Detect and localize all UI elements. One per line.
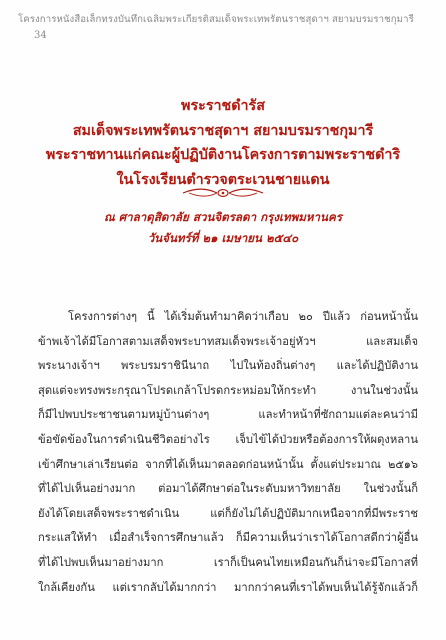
speech-venue-date [0,207,446,249]
date-line: วันจันทร์ที่ ๒๑ เมษายน ๒๕๔๐ [147,231,299,245]
title-line: ในโรงเรียนตำรวจตระเวนชายแดน [116,171,330,188]
body-line: กระแสให้ทำ เมื่อสำเร็จการศึกษาแล้ว ก็มีความเห็นว่าเราได้โอกาสดีกว่าผู้อื่น [38,531,418,545]
body-line: ข้อขัดข้องในการดำเนินชีวิตอย่างไร เจ็บไข้ได้ป่วยหรือต้องการให้ผดุงหลาน [38,432,418,446]
title-line: พระราชทานแก่คณะผู้ปฏิบัติงานโครงการตามพระราชดำริ [45,147,401,163]
speech-title [0,94,446,192]
body-line: พระนางเจ้าฯ พระบรมราชินีนาถ ไปในท้องถิ่นต่างๆ และได้ปฏิบัติงาน [38,359,418,373]
page-number: 34 [34,30,47,41]
body-line: สุดแต่จะทรงพระกรุณาโปรดเกล้าโปรดกระหม่อมให้กระทำ งานในช่วงนั้น [38,383,418,397]
body-line: ที่ได้ไปเห็นอย่างมาก ต่อมาได้ศึกษาต่อในระดับมหาวิทยาลัย ในช่วงนั้นก็ [38,482,418,496]
title-line: พระราชดำรัส [181,98,265,114]
running-header: โครงการหนังสือเล็กทรงบันทึกเฉลิมพระเกียรติสมเด็จพระเทพรัตนราชสุดาฯ สยามบรมราชกุมารี [18,14,414,25]
body-line: ที่ได้ไปพบเห็นมาอย่างมาก เราก็เป็นคนไทยเหมือนกันก็น่าจะมีโอกาสที่ [38,555,418,569]
body-line: เข้าศึกษาเล่าเรียนต่อ จากที่ได้เห็นมาตลอดก่อนหน้านั้น ตั้งแต่ประมาณ ๒๕๑๖ [38,457,418,471]
decorative-divider-ornament [181,187,265,199]
body-line: ยังได้โดยเสด็จพระราชดำเนิน แต่ก็ยังไม่ได้ปฏิบัติมากเหนือจากที่มีพระราช [38,506,418,520]
venue-line: ณ ศาลาดุสิดาลัย สวนจิตรลดา กรุงเทพมหานคร [104,210,342,224]
body-line: ใกล้เคียงกัน แต่เรากลับได้มากกว่า มากกว่าคนที่เราได้พบเห็นได้รู้จักแล้วก็ [38,580,418,594]
body-line: ก็มีไปพบประชาชนตามหมู่บ้านต่างๆ และทำหน้าที่ซักถามแต่ละคนว่ามี [38,408,418,422]
body-line: โครงการต่างๆ นี้ ได้เริ่มต้นทำมาคิดว่าเกือบ ๒๐ ปีแล้ว ก่อนหน้านั้น [68,310,418,323]
title-line: สมเด็จพระเทพรัตนราชสุดาฯ สยามบรมราชกุมารี [72,122,374,139]
body-line: ข้าพเจ้าได้มีโอกาสตามเสด็จพระบาทสมเด็จพระเจ้าอยู่หัวฯ และสมเด็จ [38,334,418,348]
speech-body [38,305,418,600]
